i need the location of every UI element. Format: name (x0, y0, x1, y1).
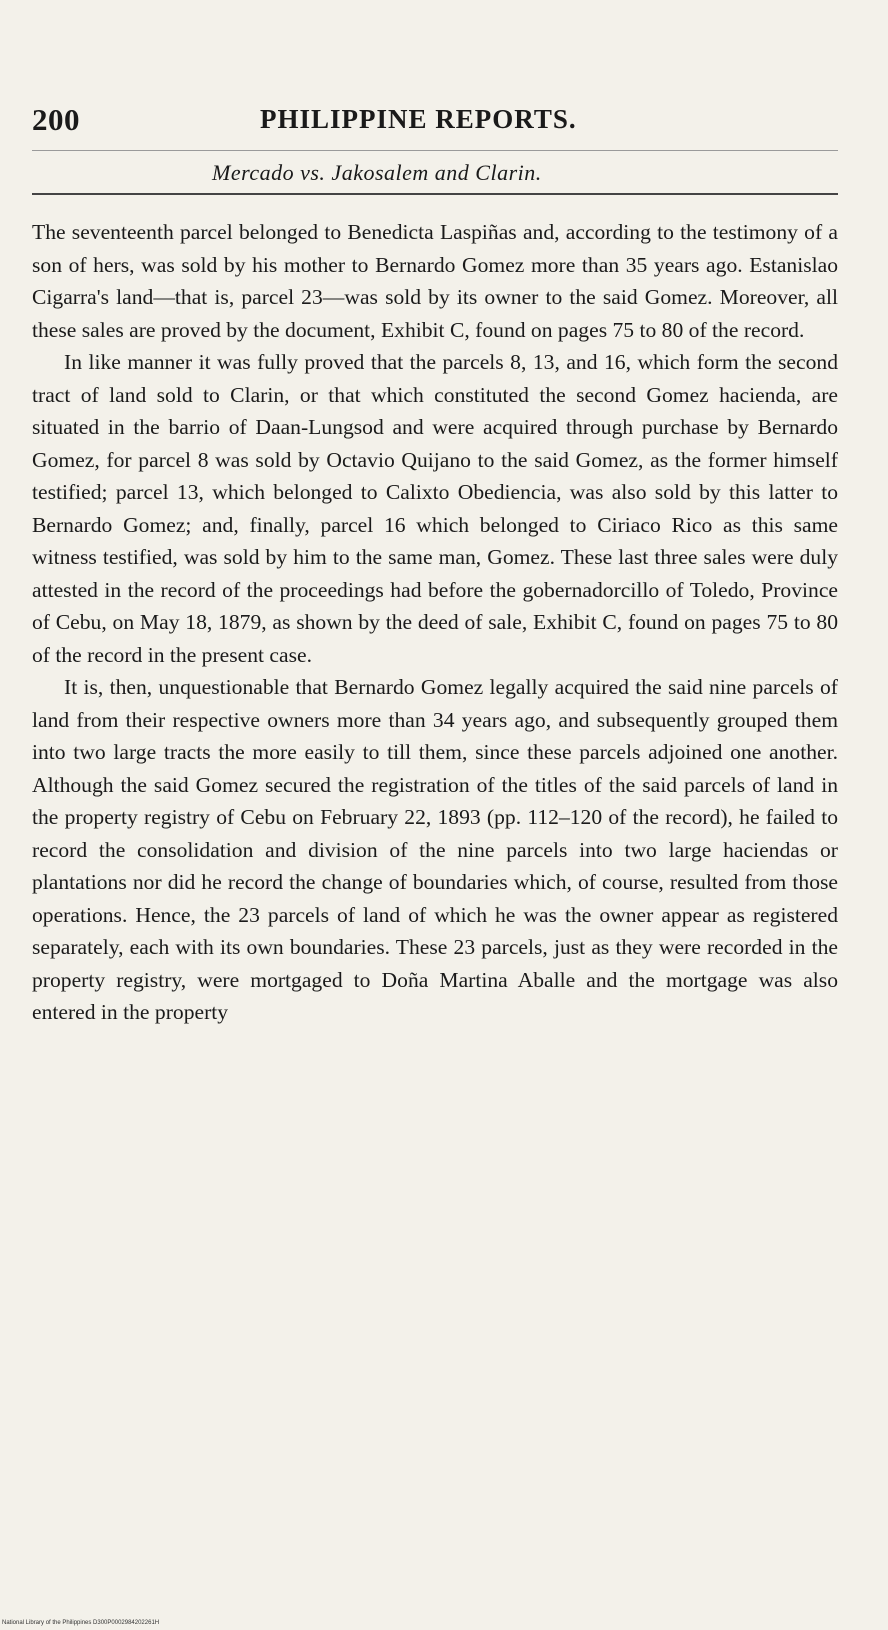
scan-footer: National Library of the Philippines D300P0002984202261H (2, 1620, 160, 1626)
paragraph-2: In like manner it was fully proved that the parcels 8, 13, and 16, which form the second tract of land sold to Clarin, or that which constituted the second Gomez hacienda, are situated in the barrio of Daan-Lungsod and were acquired through purchase by Bernardo Gomez, for parcel 8 was sold by Octavio Quijano to the said Gomez, as the former himself testified; parcel 13, which belonged to Calixto Obediencia, was also sold by this latter to Bernardo Gomez; and, finally, parcel 16 which belonged to Ciriaco Rico as this same witness testified, was sold by him to the same man, Gomez. These last three sales were duly attested in the record of the proceedings had before the gobernadorcillo of Toledo, Province of Cebu, on May 18, 1879, as shown by the deed of sale, Exhibit C, found on pages 75 to 80 of the record in the present case. (32, 350, 838, 667)
page-number: 200 (32, 102, 80, 137)
case-title: Mercado vs. Jakosalem and Clarin. (212, 160, 542, 185)
paragraph-1: The seventeenth parcel belonged to Benedicta Laspiñas and, according to the testimony of a son of hers, was sold by his mother to Bernardo Gomez more than 35 years ago. Estanislao Cigarra's land—that is, parcel 23—was sold by its owner to the said Gomez. Moreover, all these sales are proved by the document, Exhibit C, found on pages 75 to 80 of the record. (32, 220, 838, 342)
header-rule (32, 150, 838, 151)
header-rule-bottom (32, 193, 838, 195)
body-text (32, 216, 838, 1029)
paragraph-3: It is, then, unquestionable that Bernardo Gomez legally acquired the said nine parcels of land from their respective owners more than 34 years ago, and subsequently grouped them into two large tracts the more easily to till them, since these parcels adjoined one another. Although the said Gomez secured the registration of the titles of the said parcels of land in the property registry of Cebu on February 22, 1893 (pp. 112–120 of the record), he failed to record the consolidation and division of the nine parcels into two large haciendas or plantations nor did he record the change of boundaries which, of course, resulted from those operations. Hence, the 23 parcels of land of which he was the owner appear as registered separately, each with its own boundaries. These 23 parcels, just as they were recorded in the property registry, were mortgaged to Doña Martina Aballe and the mortgage was also entered in the property (32, 675, 838, 1024)
running-title: PHILIPPINE REPORTS. (260, 104, 577, 134)
running-head (32, 102, 838, 142)
